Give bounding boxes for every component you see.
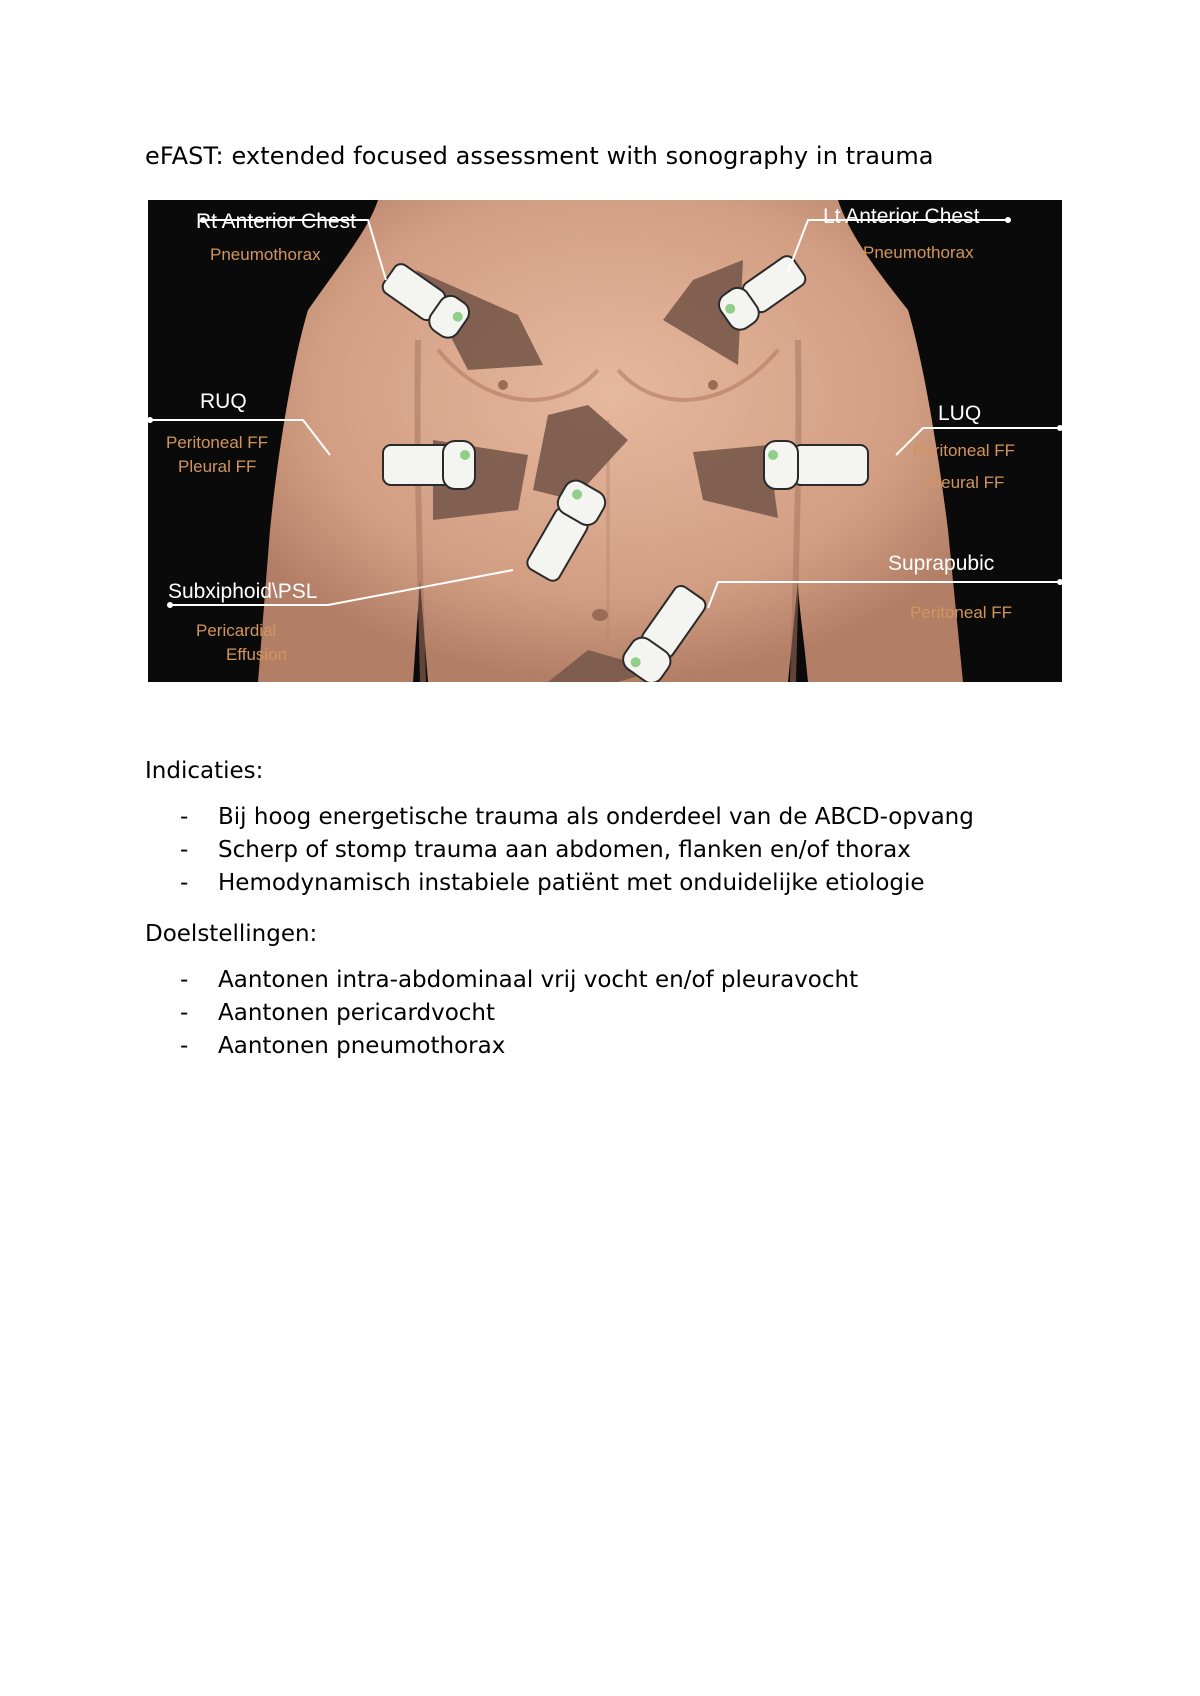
doelstellingen-list (180, 964, 858, 1063)
bullet-marker: - (180, 837, 189, 863)
label-ruq-peritoneal: Peritoneal FF (166, 433, 269, 452)
indicaties-list (180, 801, 974, 900)
label-luq: LUQ (938, 402, 982, 425)
list-item: - Hemodynamisch instabiele patiënt met onduidelijke etiologie (180, 867, 974, 900)
indicaties-heading: Indicaties: (145, 758, 264, 784)
bullet-marker: - (180, 870, 189, 896)
list-item: - Aantonen pneumothorax (180, 1030, 858, 1063)
label-rt-pneumothorax: Pneumothorax (210, 245, 321, 264)
list-item: - Aantonen pericardvocht (180, 997, 858, 1030)
label-suprapubic-peritoneal: Peritoneal FF (910, 603, 1013, 622)
probe-ruq (383, 441, 475, 489)
label-ruq: RUQ (200, 390, 247, 413)
torso-illustration (148, 200, 1062, 682)
label-lt-anterior-chest: Lt Anterior Chest (823, 205, 980, 228)
label-luq-pleural: Pleural FF (926, 473, 1005, 492)
document-title: eFAST: extended focused assessment with sonography in trauma (145, 142, 934, 170)
label-subxiphoid: Subxiphoid\PSL (168, 580, 318, 603)
bullet-marker: - (180, 1000, 189, 1026)
label-lt-pneumothorax: Pneumothorax (863, 243, 974, 262)
label-rt-anterior-chest: Rt Anterior Chest (196, 210, 356, 233)
label-suprapubic: Suprapubic (888, 552, 995, 575)
label-ruq-pleural: Pleural FF (178, 457, 257, 476)
doelstellingen-heading: Doelstellingen: (145, 921, 318, 947)
efast-probe-positions-figure (148, 200, 1062, 682)
label-pericardial: Pericardial (196, 621, 277, 640)
bullet-marker: - (180, 804, 189, 830)
bullet-marker: - (180, 967, 189, 993)
bullet-marker: - (180, 1033, 189, 1059)
list-item: - Scherp of stomp trauma aan abdomen, flanken en/of thorax (180, 834, 974, 867)
list-item: - Bij hoog energetische trauma als onderdeel van de ABCD-opvang (180, 801, 974, 834)
probe-luq (764, 441, 868, 489)
list-item: - Aantonen intra-abdominaal vrij vocht en/of pleuravocht (180, 964, 858, 997)
label-effusion: Effusion (226, 645, 288, 664)
label-luq-peritoneal: Peritoneal FF (913, 441, 1016, 460)
